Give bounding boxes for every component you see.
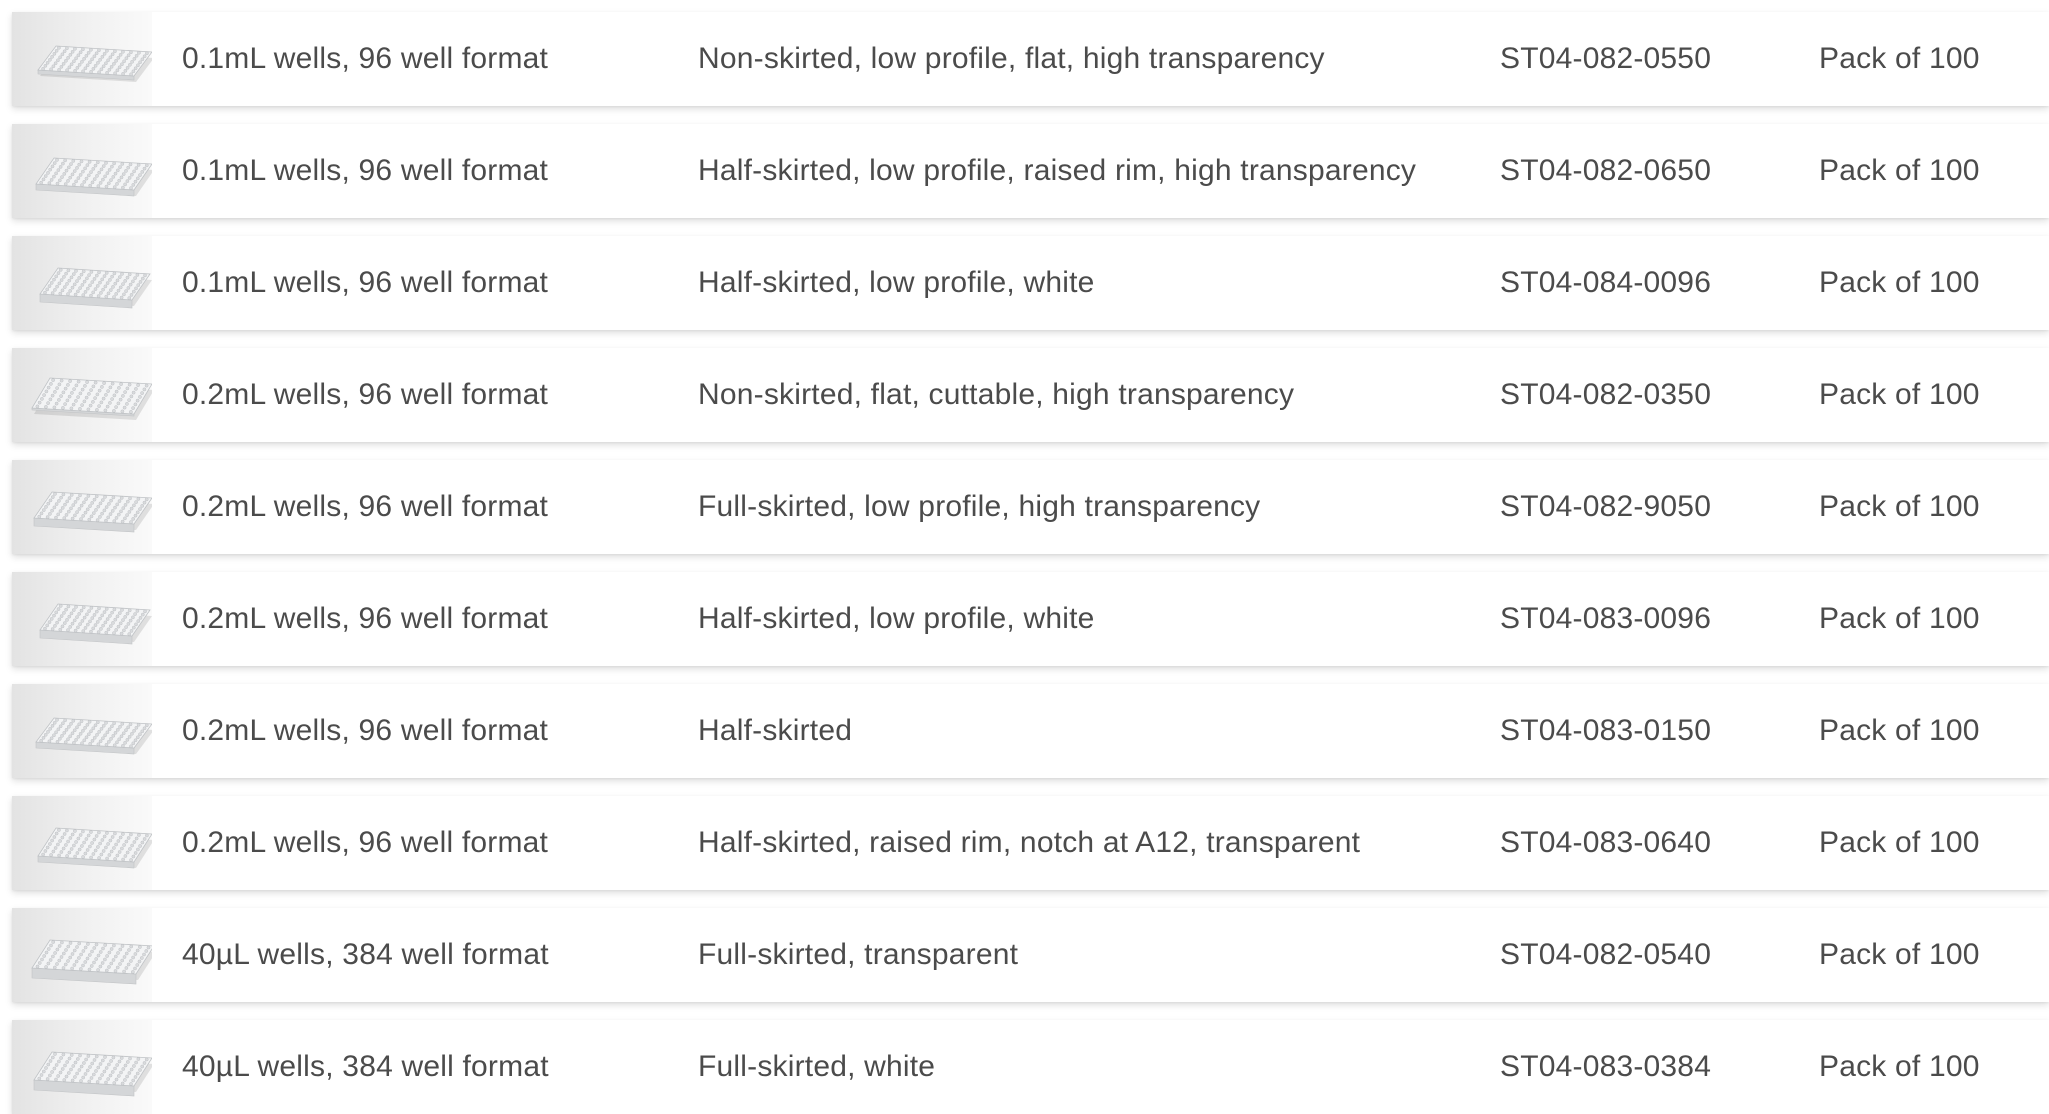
pcr-plate-drawing xyxy=(12,908,152,1002)
description-cell: Half-skirted, raised rim, notch at A12, transparent xyxy=(698,826,1361,859)
product-code-cell: ST04-082-0650 xyxy=(1500,154,1712,187)
well-format-cell: 40µL wells, 384 well format xyxy=(182,1050,549,1083)
pcr-plate-drawing xyxy=(12,572,152,666)
pack-size-cell: Pack of 100 xyxy=(1819,266,1980,299)
well-format-cell: 0.1mL wells, 96 well format xyxy=(182,42,549,75)
pack-size-cell: Pack of 100 xyxy=(1819,42,1980,75)
pcr-plate-icon xyxy=(12,12,152,106)
pcr-plate-icon xyxy=(12,684,152,778)
description-cell: Non-skirted, flat, cuttable, high transparency xyxy=(698,378,1295,411)
well-format-cell: 0.2mL wells, 96 well format xyxy=(182,826,549,859)
pcr-plate-icon xyxy=(12,796,152,890)
well-format-cell: 0.1mL wells, 96 well format xyxy=(182,154,549,187)
table-row[interactable] xyxy=(12,1020,2049,1114)
pcr-plate-icon xyxy=(12,908,152,1002)
well-format-cell: 0.2mL wells, 96 well format xyxy=(182,490,549,523)
table-row[interactable] xyxy=(12,796,2049,890)
description-cell: Half-skirted, low profile, white xyxy=(698,266,1095,299)
pcr-plate-drawing xyxy=(12,348,152,442)
pcr-plate-drawing xyxy=(12,236,152,330)
table-row[interactable] xyxy=(12,572,2049,666)
pcr-plate-drawing xyxy=(12,796,152,890)
description-cell: Non-skirted, low profile, flat, high transparency xyxy=(698,42,1325,75)
pcr-plate-drawing xyxy=(12,684,152,778)
pcr-plate-drawing xyxy=(12,12,152,106)
well-format-cell: 0.2mL wells, 96 well format xyxy=(182,714,549,747)
pcr-plate-icon xyxy=(12,348,152,442)
product-code-cell: ST04-083-0096 xyxy=(1500,602,1712,635)
table-row[interactable] xyxy=(12,348,2049,442)
pcr-plate-icon xyxy=(12,124,152,218)
pack-size-cell: Pack of 100 xyxy=(1819,938,1980,971)
well-format-cell: 0.1mL wells, 96 well format xyxy=(182,266,549,299)
description-cell: Half-skirted xyxy=(698,714,853,747)
product-code-cell: ST04-083-0384 xyxy=(1500,1050,1712,1083)
product-code-cell: ST04-083-0640 xyxy=(1500,826,1712,859)
product-code-cell: ST04-082-9050 xyxy=(1500,490,1712,523)
pcr-plate-icon xyxy=(12,236,152,330)
product-code-cell: ST04-084-0096 xyxy=(1500,266,1712,299)
table-row[interactable] xyxy=(12,460,2049,554)
description-cell: Full-skirted, low profile, high transparency xyxy=(698,490,1261,523)
pcr-plate-drawing xyxy=(12,1020,152,1114)
well-format-cell: 0.2mL wells, 96 well format xyxy=(182,602,549,635)
table-row[interactable] xyxy=(12,12,2049,106)
well-format-cell: 0.2mL wells, 96 well format xyxy=(182,378,549,411)
table-row[interactable] xyxy=(12,236,2049,330)
description-cell: Full-skirted, transparent xyxy=(698,938,1019,971)
description-cell: Half-skirted, low profile, raised rim, high transparency xyxy=(698,154,1417,187)
well-format-cell: 40µL wells, 384 well format xyxy=(182,938,549,971)
pack-size-cell: Pack of 100 xyxy=(1819,378,1980,411)
pack-size-cell: Pack of 100 xyxy=(1819,490,1980,523)
pack-size-cell: Pack of 100 xyxy=(1819,826,1980,859)
product-code-cell: ST04-083-0150 xyxy=(1500,714,1712,747)
product-code-cell: ST04-082-0540 xyxy=(1500,938,1712,971)
pcr-plate-drawing xyxy=(12,124,152,218)
pcr-plate-icon xyxy=(12,572,152,666)
table-row[interactable] xyxy=(12,684,2049,778)
product-code-cell: ST04-082-0550 xyxy=(1500,42,1712,75)
pack-size-cell: Pack of 100 xyxy=(1819,1050,1980,1083)
pack-size-cell: Pack of 100 xyxy=(1819,602,1980,635)
pcr-plate-drawing xyxy=(12,460,152,554)
table-row[interactable] xyxy=(12,124,2049,218)
pack-size-cell: Pack of 100 xyxy=(1819,714,1980,747)
description-cell: Half-skirted, low profile, white xyxy=(698,602,1095,635)
table-row[interactable] xyxy=(12,908,2049,1002)
pcr-plate-icon xyxy=(12,460,152,554)
pack-size-cell: Pack of 100 xyxy=(1819,154,1980,187)
product-code-cell: ST04-082-0350 xyxy=(1500,378,1712,411)
pcr-plate-icon xyxy=(12,1020,152,1114)
description-cell: Full-skirted, white xyxy=(698,1050,936,1083)
